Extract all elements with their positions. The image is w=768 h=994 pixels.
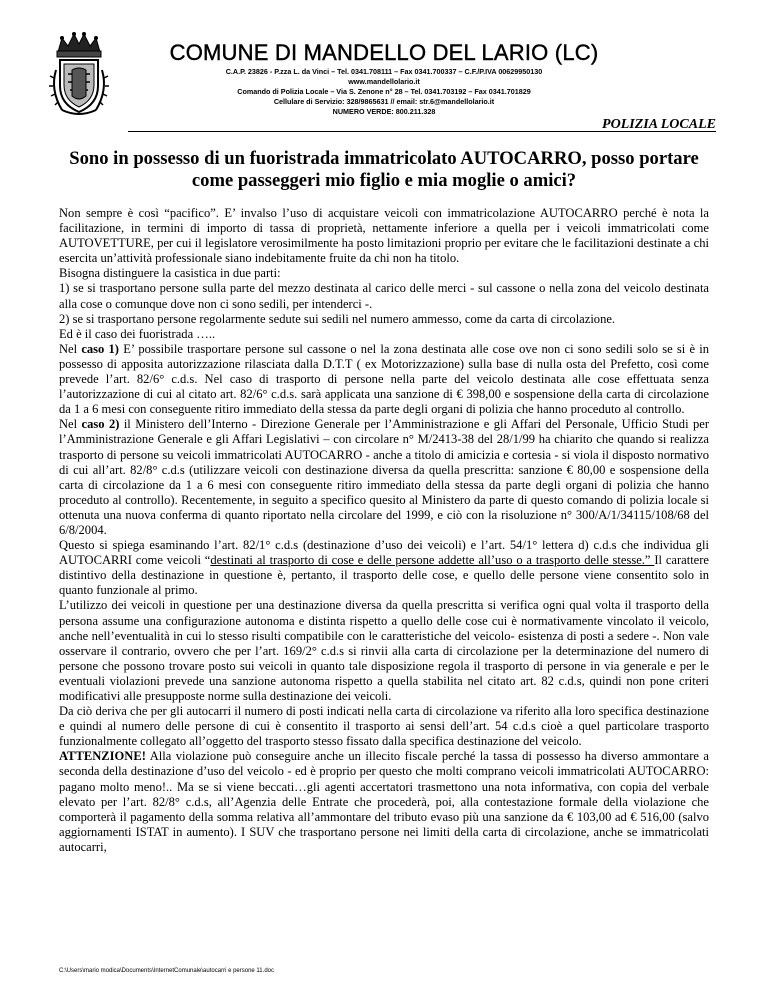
text-run: Alla violazione può conseguire anche un illecito fiscale perché la tassa di possesso ha diverso ammontare a seconda della destinazione d’uso del veicolo - ed è proprio per questo che molti comprano veicoli immatricolati AUTOCARRO: pagano molto meno!.. Ma se si viene beccati…gli agenti accertatori trasmettono una nota informativa, con copia del verbale elevato per l’art. 82/8° c.d.s, all’Agenzia delle Entrate che procederà, poi, alla contestazione formale della violazione che comporterà il pagamento della somma relativa all’ammontare del tributo evaso più una sanzione da € 103,00 ad € 516,00 (salvo aggiornamenti ISTAT in aumento). I SUV che trasportano persone nei limiti della carta di circolazione, anche se immatricolati autocarri, — [59, 749, 709, 854]
paragraph-case-1 — [59, 342, 709, 417]
case-2-label: caso 2) — [81, 417, 120, 432]
text-run: Il carattere distintivo della destinazione in questione è, pertanto, il trasporto delle cose, e quello delle persone viene consentito solo in quanto funzionale al primo. — [59, 553, 710, 598]
header-police-line: Comando di Polizia Locale – Via S. Zenone n° 28 – Tel. 0341.703192 – Fax 0341.701829 — [237, 87, 531, 96]
paragraph: 2) se si trasportano persone regolarmente sedute sui sedili nel numero ammesso, come da carta di circolazione. — [59, 311, 616, 326]
municipality-name: COMUNE DI MANDELLO DEL LARIO (LC) — [169, 40, 599, 65]
header-website-link[interactable]: www.mandellolario.it — [348, 77, 420, 86]
department-label: POLIZIA LOCALE — [602, 117, 716, 132]
case-1-label: caso 1) — [81, 341, 119, 356]
header-mobile-email-line: Cellulare di Servizio: 328/9865631 // email: str.6@mandellolario.it — [273, 97, 495, 106]
paragraph-warning — [59, 749, 709, 855]
paragraph: 1) se si trasportano persone sulla parte del mezzo destinata al carico delle merci - sul cassone o nella zona del veicolo destinata alla cose o comunque dove non ci sono sedili, per intenderci -. — [59, 281, 709, 311]
text-run: Questo si spiega esaminando l’art. 82/1° c.d.s (destinazione d’uso dei veicoli) e l’art. 54/1° lettera d) c.d.s che individua gli AUTOCARRI come veicoli “ — [59, 538, 709, 568]
text-run: E’ possibile trasportare persone sul cassone o nel la zona destinata alle cose ove non ci sono sedili solo se si è in possesso di apposita autorizzazione rilasciata dalla D.T.T ( ex Motorizzazione) sulla base di nulla osta del Prefetto, così come prevede l’art. 82/6° c.d.s. Nel caso di trasporto di persone nella parte del veicolo destinata alle cose effettuata senza l’autorizzazione di cui al citato art. 82/6° c.d.s. sarà applicata una sanzione di € 398,00 e sospensione della carta di circolazione da 1 a 6 mesi con conseguente ritiro immediato della stessa da parte degli organi di polizia che hanno proceduto al controllo. — [59, 341, 709, 417]
warning-label: ATTENZIONE! — [59, 749, 146, 764]
header-address-line: C.A.P. 23826 - P.zza L. da Vinci – Tel. 0341.708111 – Fax 0341.700337 – C.F./P.IVA 00629950130 — [225, 67, 543, 76]
paragraph: Da ciò deriva che per gli autocarri il numero di posti indicati nella carta di circolazione va riferito alla loro specifica destinazione e quindi al numero delle persone di cui è consentito il trasporto ai sensi dell’art. 54 c.d.s cioè a quel particolare trasporto funzionalmente collegato all’oggetto del trasporto stesso fissato dalla specifica destinazione del veicolo. — [59, 704, 709, 749]
underlined-quote: destinati al trasporto di cose e delle persone addette all’uso o a trasporto delle stesse.” — [210, 553, 655, 568]
text-run: il Ministero dell’Interno - Direzione Generale per l’Amministrazione e gli Affari del Personale, Ufficio Studi per l’Amministrazione Generale e gli Affari Legislativi – con circolare n° M/2413-38 del 28/1/99 ha chiarito che quando si realizza trasporto di persone su veicoli immatricolati AUTOCARRO - anche a titolo di amicizia e cortesia - si viola il disposto normativo di cui all’art. 82/8° c.d.s (utilizzare veicoli con destinazione diversa da quella prescritta: sanzione € 80,00 e sospensione della carta di circolazione da 1 a 6 mesi con conseguente ritiro immediato della stessa da parte degli organi di polizia che hanno proceduto al controllo). Recentemente, in seguito a specifico quesito al Ministero da parte di questo comando di polizia locale si ottenuta una nuova conferma di quanto riportato nella circolare del 1999, e ciò con la risoluzione n° 300/A/1/34115/108/68 del 6/8/2004. — [59, 417, 709, 537]
paragraph — [59, 538, 709, 598]
text-run: Nel — [59, 341, 82, 356]
file-path-footer: C:\Users\mario modica\Documents\InternetComunale\autocarri e persone 11.doc — [59, 968, 274, 974]
paragraph: Bisogna distinguere la casistica in due parti: — [59, 266, 281, 281]
paragraph-case-2 — [59, 417, 709, 538]
document-title: Sono in possesso di un fuoristrada immatricolato AUTOCARRO, posso portare come passeggeri mio figlio e mia moglie o amici? — [69, 148, 699, 191]
paragraph: Ed è il caso dei fuoristrada ….. — [59, 326, 216, 341]
header-divider — [128, 131, 716, 132]
header-toll-free-line: NUMERO VERDE: 800.211.328 — [332, 107, 436, 116]
document-body — [59, 206, 709, 855]
paragraph: L’utilizzo dei veicoli in questione per una destinazione diversa da quella prescritta si verifica ogni qual volta il trasporto della persona assume una configurazione autonoma e distinta rispetto a quello delle cose cui è normativamente vincolato il veicolo, anche nell’eventualità in cui lo stesso risulti compatibile con le caratteristiche del veicolo- esistenza di posti a sedere -. Non vale osservare il contrario, ovvero che per l’art. 169/2° c.d.s si rinvii alla carta di circolazione per la determinazione del numero di persone che possono trovare posto sui veicoli in quanto tale disposizione regola il trasporto di persone in via generale e per le eventuali violazioni prevede una sanzione autonoma rispetto a quella stabilita nel citato art. 82 c.d.s, quindi non pone criteri modificativi alle presupposte norme sulla destinazione dei veicoli. — [59, 598, 709, 703]
paragraph: Non sempre è così “pacifico”. E’ invalso l’uso di acquistare veicoli con immatricolazione AUTOCARRO perché è nota la facilitazione, in termini di importo di tassa di proprietà, nettamente inferiore a quella per i veicoli immatricolati come AUTOVETTURE, per cui il legislatore verosimilmente ha posto limitazioni proprio per evitare che le facilitazioni destinate a chi esercita un’attività professionale siano indebitamente fruite da chi non ha titolo. — [59, 206, 709, 266]
text-run: Nel — [59, 417, 82, 432]
